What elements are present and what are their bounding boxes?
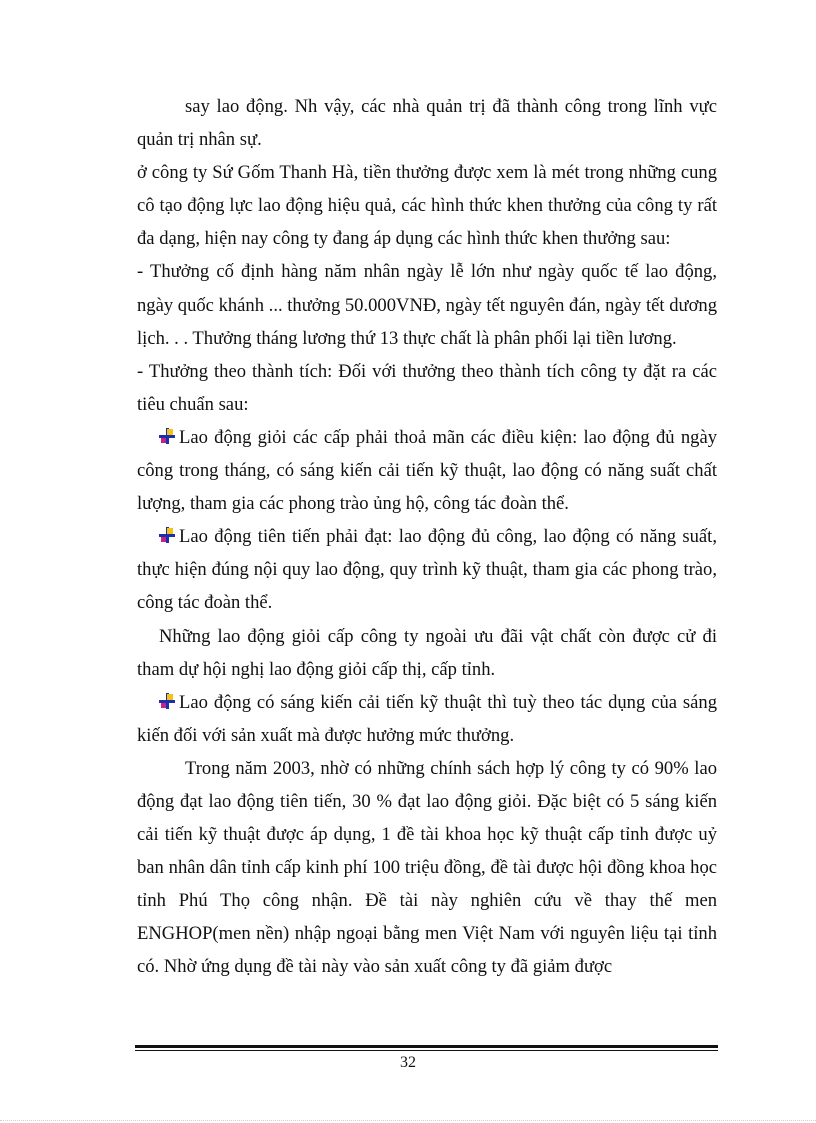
arrow-bullet-icon — [159, 527, 175, 543]
bullet-item-innovation — [137, 686, 717, 752]
paragraph-results-2003: Trong năm 2003, nhờ có những chính sách hợp lý công ty có 90% lao động đạt lao động tiên tiến, 30 % đạt lao động giỏi. Đặc biệt có 5 sáng kiến cải tiến kỹ thuật được áp dụng, 1 đề tài khoa học kỹ thuật cấp tỉnh được uỷ ban nhân dân tỉnh cấp kinh phí 100 triệu đồng, đề tài được hội đồng khoa học tỉnh Phú Thọ công nhận. Đề tài này nghiên cứu về thay thế men ENGHOP(men nền) nhập ngoại bằng men Việt Nam với nguyên liệu tại tỉnh có. Nhờ ứng dụng đề tài này vào sản xuất công ty đã giảm được — [137, 757, 717, 978]
paragraph-achievement-bonus: - Thưởng theo thành tích: Đối với thưởng theo thành tích công ty đặt ra các tiêu chuẩn sau: — [137, 360, 717, 415]
paragraph-fixed-bonus: - Thưởng cố định hàng năm nhân ngày lễ lớn như ngày quốc tế lao động, ngày quốc khánh ... thưởng 50.000VNĐ, ngày tết nguyên đán, ngày tết dương lịch. . . Thưởng tháng lương thứ 13 thực chất là phân phối lại tiền lương. — [137, 261, 717, 349]
bullet-text: Lao động tiên tiến phải đạt: lao động đủ công, lao động có năng suất, thực hiện đúng nội quy lao động, quy trình kỹ thuật, tham gia các phong trào, công tác đoàn thể. — [137, 526, 717, 614]
document-body — [137, 90, 717, 984]
bullet-text: Lao động giỏi các cấp phải thoả mãn các điều kiện: lao động đủ ngày công trong tháng, có sáng kiến cải tiến kỹ thuật, lao động có năng suất chất lượng, tham gia các phong trào ủng hộ, công tác đoàn thể. — [137, 426, 717, 515]
paragraph-conference: Những lao động giỏi cấp công ty ngoài ưu đãi vật chất còn được cử đi tham dự hội nghị lao động giỏi cấp thị, cấp tỉnh. — [137, 625, 717, 680]
bullet-item-advanced-worker — [137, 520, 717, 619]
paragraph-bonus-overview: ở công ty Sứ Gốm Thanh Hà, tiền thưởng được xem là mét trong những cung cô tạo động lực lao động hiệu quả, các hình thức khen thưởng của công ty rất đa dạng, hiện nay công ty đang áp dụng các hình thức khen thưởng sau: — [137, 162, 717, 250]
page-number: 32 — [400, 1054, 416, 1071]
arrow-bullet-icon — [159, 693, 175, 709]
arrow-bullet-icon — [159, 428, 175, 444]
page-edge-divider — [0, 1120, 816, 1121]
footer-divider — [135, 1045, 718, 1051]
bullet-text: Lao động có sáng kiến cải tiến kỹ thuật thì tuỳ theo tác dụng của sáng kiến đối với sản xuất mà được hưởng mức thưởng. — [137, 691, 717, 746]
paragraph-intro: say lao động. Nh vậy, các nhà quản trị đã thành công trong lĩnh vực quản trị nhân sự. — [137, 96, 717, 151]
bullet-item-excellent-worker — [137, 421, 717, 520]
